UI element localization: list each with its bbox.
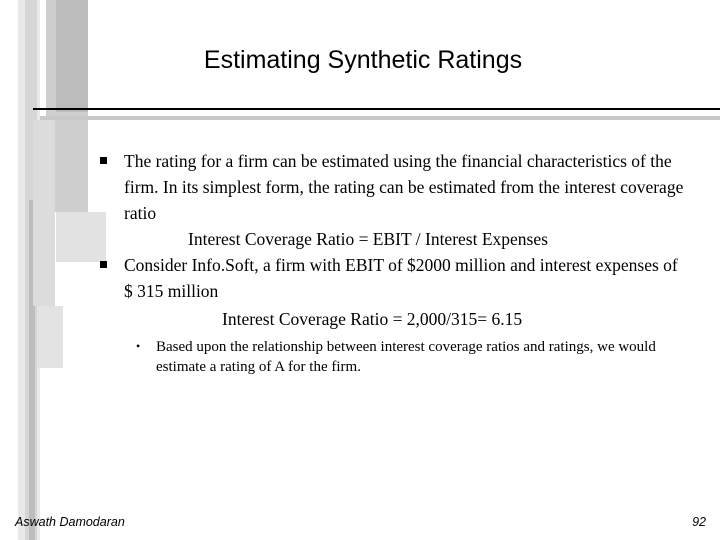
bullet-marker xyxy=(100,157,107,164)
page-number: 92 xyxy=(692,515,706,529)
formula-line-2: Interest Coverage Ratio = 2,000/315= 6.15 xyxy=(222,309,523,329)
bullet-text-2: Consider Info.Soft, a firm with EBIT of $2000 million and interest expenses of $ 315 million xyxy=(124,255,678,301)
formula-line-1: Interest Coverage Ratio = EBIT / Interest Expenses xyxy=(188,229,548,249)
bullet-text-1: The rating for a firm can be estimated using the financial characteristics of the firm. In its simplest form, the rating can be estimated from the interest coverage ratio xyxy=(124,151,684,223)
sub-bullet-text: Based upon the relationship between interest coverage ratios and ratings, we would estimate a rating of A for the firm. xyxy=(156,339,656,375)
footer-author: Aswath Damodaran xyxy=(15,515,125,529)
slide-title: Estimating Synthetic Ratings xyxy=(203,46,523,74)
bullet-marker xyxy=(100,261,107,268)
sub-bullet-marker: • xyxy=(136,339,141,353)
